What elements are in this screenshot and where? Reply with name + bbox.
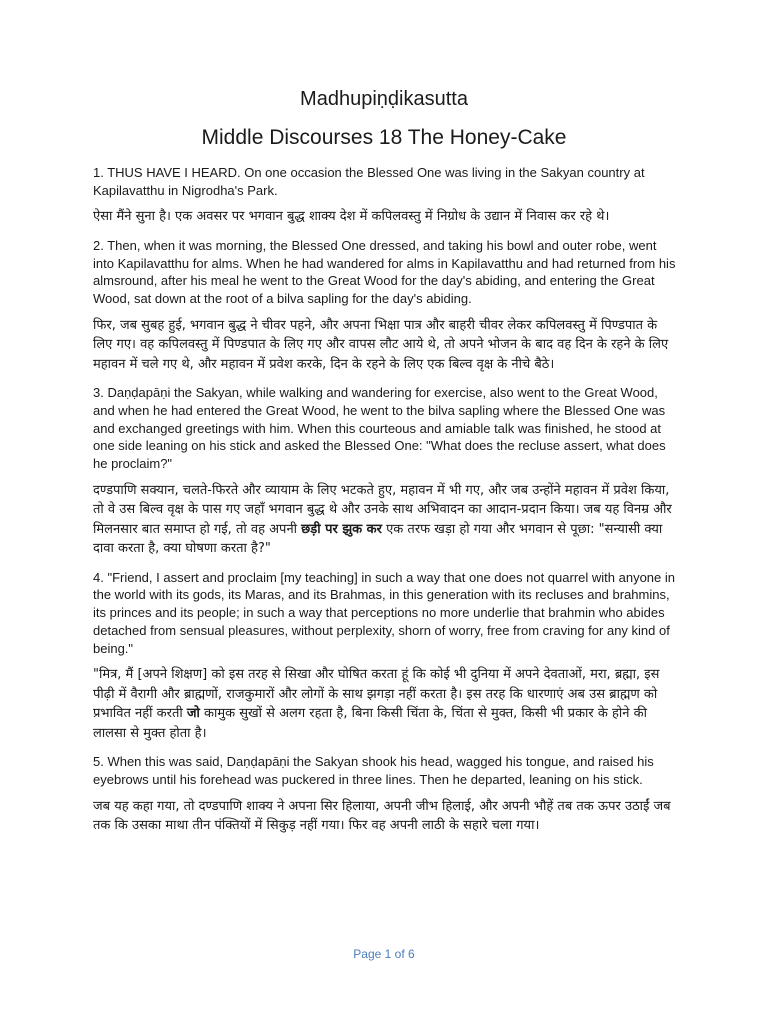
paragraph-5-hindi: जब यह कहा गया, तो दण्डपाणि शाक्य ने अपना सिर हिलाया, अपनी जीभ हिलाई, और अपनी भौहें तब तक ऊपर उठाईं जब तक कि उसका माथा तीन पंक्तियों में सिकुड़ नहीं गया। फिर वह अपनी लाठी के सहारे चला गया। [93, 798, 671, 834]
paragraph-3-hindi [93, 481, 679, 559]
paragraph-4-hindi-text-end: कामुक सुखों से अलग रहता है, बिना किसी चिंता के, चिंता से मुक्त, किसी भी प्रकार के होने की लालसा से मुक्त होता है। [93, 706, 647, 741]
paragraph-5-english: 5. When this was said, Daṇḍapāṇi the Sakyan shook his head, wagged his tongue, and raised his eyebrows until his forehead was puckered in three lines. Then he departed, leaning on his stick. [93, 754, 654, 787]
paragraph-2-hindi: फिर, जब सुबह हुई, भगवान बुद्ध ने चीवर पहने, और अपना भिक्षा पात्र और बाहरी चीवर लेकर कपिलवस्तु में पिण्डपात के लिए गए। वह कपिलवस्तु में पिण्डपात के लिए गए और वापस लौट आये थे, तो अपने भोजन के बाद वह दिन के रहने के लिए महावन में चले गए थे, और महावन में प्रवेश करके, दिन के रहने के लिए एक बिल्व वृक्ष के नीचे बैठे। [93, 317, 669, 372]
paragraph-3-english: 3. Daṇḍapāṇi the Sakyan, while walking and wandering for exercise, also went to the Great Wood, and when he had entered the Great Wood, he went to the bilva sapling where the Blessed One was and exchanged greetings with him. When this courteous and amiable talk was finished, he stood at one side leaning on his stick and asked the Blessed One: "What does the recluse assert, what does he proclaim?" [93, 385, 666, 472]
paragraph-3-hindi-bold: छड़ी पर झुक कर [301, 521, 382, 537]
paragraph-4-hindi [93, 665, 679, 743]
document-title: Madhupiṇḍikasutta [300, 88, 468, 110]
paragraph-3-hindi-text-end: एक तरफ खड़ा हो गया और भगवान से पूछा: "सन्यासी क्या दावा करता है, क्या घोषणा करता है?" [93, 521, 663, 557]
document-subtitle: Middle Discourses 18 The Honey-Cake [201, 126, 567, 149]
page-number: Page 1 of 6 [353, 947, 415, 961]
paragraph-4-english: 4. "Friend, I assert and proclaim [my teaching] in such a way that one does not quarrel with anyone in the world with its gods, its Maras, and its Brahmas, in this generation with its recluses and brahmins, its princes and its people; in such a way that perceptions no more underlie that brahmin who abides detached from sensual pleasures, without perplexity, shorn of worry, free from craving for any kind of being." [93, 569, 675, 656]
document-body [93, 164, 679, 846]
paragraph-2-english: 2. Then, when it was morning, the Blessed One dressed, and taking his bowl and outer robe, went into Kapilavatthu for alms. When he had wandered for alms in Kapilavatthu and had returned from his almsround, after his meal he went to the Great Wood for the day's abiding, and entering the Great Wood, sat down at the root of a bilva sapling for the day's abiding. [93, 237, 676, 307]
paragraph-3-hindi-text: दण्डपाणि सक्यान, चलते-फिरते और व्यायाम के लिए भटकते हुए, महावन में भी गए, और जब उन्होंने महावन में प्रवेश किया, तो वे उस बिल्व वृक्ष के पास गए जहाँ भगवान बुद्ध थे और उनके साथ अभिवादन का आदान-प्रदान किया। जब यह विनम्र और मिलनसार बात समाप्त हो गई, तो वह अपनी [93, 482, 672, 537]
paragraph-4-hindi-text: "मित्र, मैं [अपने शिक्षण] को इस तरह से सिखा और घोषित करता हूं कि कोई भी दुनिया में अपने देवताओं, मरा, ब्रह्मा, इस पीढ़ी में वैरागी और ब्राह्मणों, राजकुमारों और लोगों के साथ झगड़ा नहीं करता है। इस तरह कि धारणाएं अब उस ब्राह्मण को प्रभावित नहीं करती [93, 667, 660, 722]
paragraph-1-hindi: ऐसा मैंने सुना है। एक अवसर पर भगवान बुद्ध शाक्य देश में कपिलवस्तु में निग्रोध के उद्यान में निवास कर रहे थे। [93, 209, 610, 225]
paragraph-1-english: 1. THUS HAVE I HEARD. On one occasion the Blessed One was living in the Sakyan country at Kapilavatthu in Nigrodha's Park. [93, 165, 645, 198]
paragraph-4-hindi-bold: जो [186, 706, 200, 722]
